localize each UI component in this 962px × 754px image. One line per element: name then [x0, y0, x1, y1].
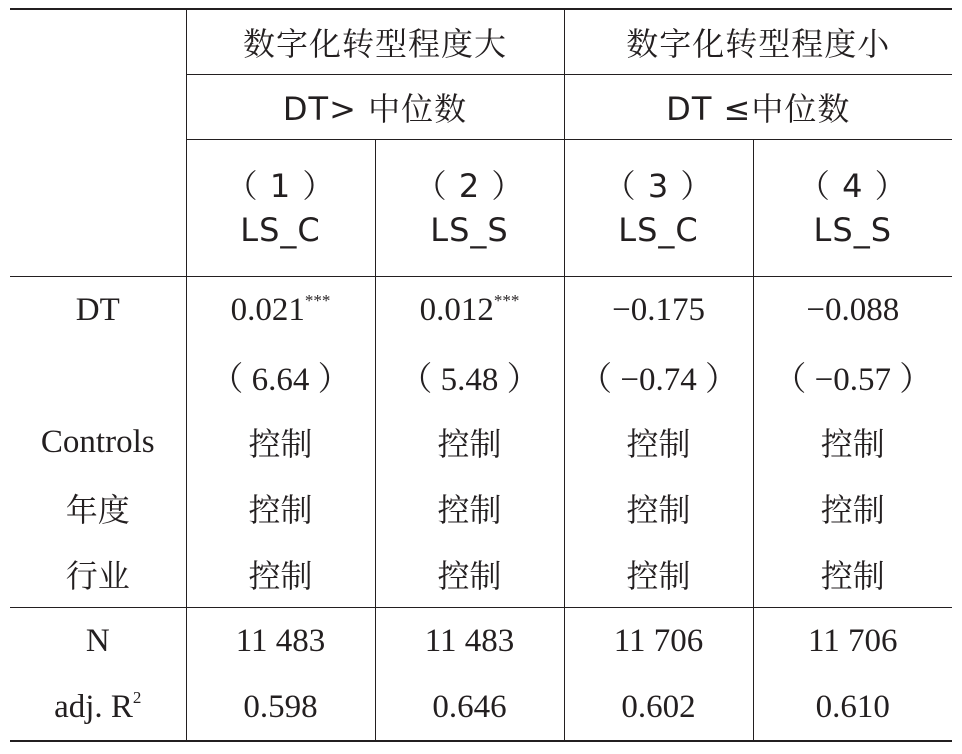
row-label: N [85, 622, 110, 659]
row-label [10, 674, 186, 741]
row-label: 年度 [65, 491, 130, 529]
column-dependent-var: LS_S [430, 211, 509, 249]
stat-cell: 11 706 [753, 608, 952, 675]
column-number: （ 1 ） [225, 167, 336, 205]
control-cell: 控制 [753, 409, 952, 475]
column-dependent-var: LS_C [240, 211, 321, 249]
significance-stars: *** [493, 290, 520, 310]
significance-stars: *** [304, 290, 331, 310]
column-number: （ 2 ） [414, 167, 525, 205]
tstat-cell: （ 5.48 ） [375, 343, 564, 409]
coef-cell [186, 277, 375, 344]
row-label: Controls [40, 423, 155, 460]
control-cell: 控制 [375, 475, 564, 541]
regression-table [10, 8, 952, 742]
stat-cell: 0.598 [186, 674, 375, 741]
coef-value: 0.012 [419, 291, 494, 328]
control-cell: 控制 [753, 475, 952, 541]
stub-header-cell [10, 9, 186, 277]
coef-value: −0.088 [806, 291, 900, 328]
stat-cell: 11 706 [564, 608, 753, 675]
stat-cell: 0.602 [564, 674, 753, 741]
tstat-cell: （ −0.57 ） [753, 343, 952, 409]
column-dependent-var: LS_C [618, 211, 699, 249]
group-header-high: 数字化转型程度大 [186, 9, 564, 75]
control-cell: 控制 [375, 541, 564, 608]
stat-cell: 11 483 [375, 608, 564, 675]
column-header-3 [564, 140, 753, 277]
condition-header-high: DT> 中位数 [186, 75, 564, 140]
table-row-tstat [10, 343, 952, 409]
column-number: （ 4 ） [797, 167, 908, 205]
coef-cell [753, 277, 952, 344]
tstat-cell: （ −0.74 ） [564, 343, 753, 409]
coef-cell [564, 277, 753, 344]
r2-label-text: adj. R [54, 688, 133, 725]
table-row-dt [10, 277, 952, 344]
stat-cell: 0.646 [375, 674, 564, 741]
control-cell: 控制 [753, 541, 952, 608]
stat-cell: 0.610 [753, 674, 952, 741]
control-cell: 控制 [564, 409, 753, 475]
table-row-controls [10, 409, 952, 475]
column-header-1 [186, 140, 375, 277]
control-cell: 控制 [375, 409, 564, 475]
control-cell: 控制 [186, 409, 375, 475]
tstat-cell: （ 6.64 ） [186, 343, 375, 409]
table-row-industry [10, 541, 952, 608]
table-row-adj-r2 [10, 674, 952, 741]
r2-superscript: 2 [132, 687, 142, 707]
condition-header-low: DT ≤中位数 [564, 75, 952, 140]
control-cell: 控制 [564, 541, 753, 608]
group-header-low: 数字化转型程度小 [564, 9, 952, 75]
control-cell: 控制 [186, 541, 375, 608]
control-cell: 控制 [186, 475, 375, 541]
coef-value: 0.021 [230, 291, 305, 328]
stat-cell: 11 483 [186, 608, 375, 675]
row-label: DT [75, 291, 120, 328]
row-label-empty [10, 343, 186, 409]
coef-cell [375, 277, 564, 344]
column-header-4 [753, 140, 952, 277]
table-row-n [10, 608, 952, 675]
coef-value: −0.175 [612, 291, 705, 328]
control-cell: 控制 [564, 475, 753, 541]
column-number: （ 3 ） [603, 167, 714, 205]
column-dependent-var: LS_S [813, 211, 892, 249]
table-row-year [10, 475, 952, 541]
row-label: 行业 [10, 541, 186, 608]
group-header-row [10, 9, 952, 75]
column-header-2 [375, 140, 564, 277]
